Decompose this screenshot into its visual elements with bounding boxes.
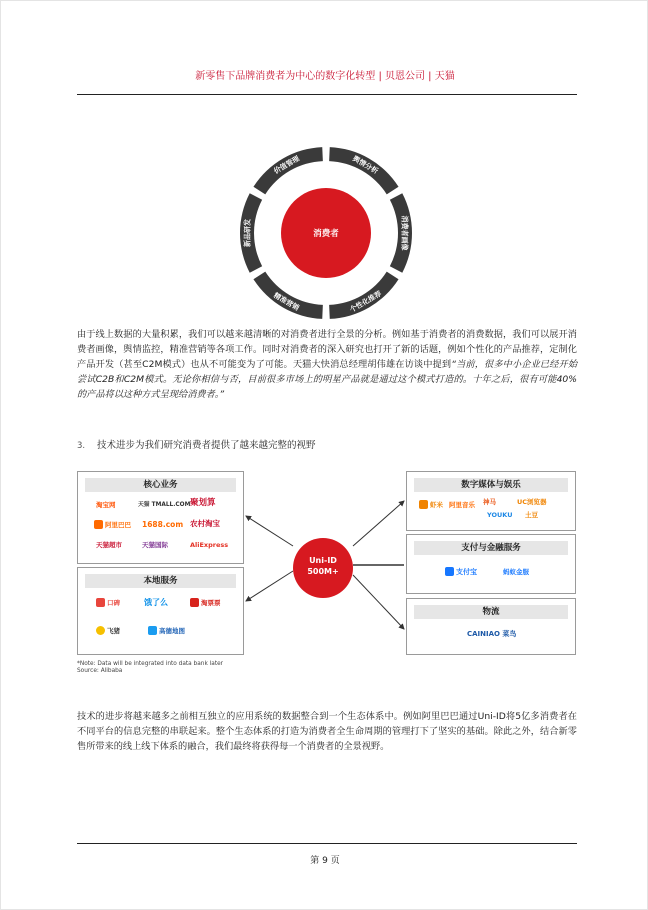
1688-logo: 1688.com	[142, 520, 184, 529]
taobao-logo: 淘宝网	[96, 501, 116, 509]
ring-segment-label: 精准营销	[272, 291, 301, 313]
taopiaopiao-logo	[190, 598, 221, 608]
header-rule	[77, 94, 577, 95]
subheading-text: 技术进步为我们研究消费者提供了越来越完整的视野	[97, 440, 316, 451]
box-title: 数字媒体与娱乐	[414, 478, 568, 492]
section-subheading	[77, 437, 316, 451]
xiami-icon	[419, 500, 428, 509]
local-services-box	[77, 567, 244, 655]
taopiaopiao-label: 淘票票	[201, 599, 221, 607]
note-text: *Note: Data will be integrated into data bank later	[77, 661, 224, 667]
amap-icon	[148, 626, 157, 635]
juhuasuan-logo: 聚划算	[190, 498, 216, 508]
xiami-label: 虾米	[430, 501, 443, 509]
hub-line1: Uni-ID	[309, 556, 337, 565]
ant-financial-logo: 蚂蚁金服	[503, 568, 529, 576]
eleme-logo: 饿了么	[144, 598, 168, 607]
ring-segment-label: 新品研发	[243, 219, 252, 247]
uc-browser-logo: UC浏览器	[517, 498, 547, 506]
ring-segment-label: 个性化推荐	[348, 289, 383, 315]
digital-media-box	[406, 471, 576, 531]
payment-finance-box	[406, 534, 576, 594]
running-header: 新零售下品牌消费者为中心的数字化转型 | 贝恩公司 | 天猫	[195, 71, 455, 82]
ring-segment	[329, 272, 398, 319]
figure-note	[77, 661, 223, 675]
core-business-box	[77, 471, 244, 564]
alipay-label: 支付宝	[456, 568, 477, 576]
uni-id-hub	[293, 538, 353, 598]
consumer-ring-diagram	[231, 146, 421, 326]
source-text: Source: Alibaba	[77, 668, 123, 674]
ring-segment	[253, 147, 322, 194]
shenma-logo: 神马	[483, 498, 496, 506]
ring-segment-label: 价值管理	[272, 154, 301, 176]
footer-rule	[77, 843, 577, 844]
aliexpress-logo: AliExpress	[190, 541, 229, 549]
tmall-logo: 天猫 TMALL.COM	[138, 502, 191, 508]
interview-quote: “当前，很多中小企业已经开始尝试C2B和C2M模式。无论你相信与否，目前很多市场上的明星产品就是通过这个模式打造的。十年之后，很有可能40%的产品将以这种方式呈现给消费者。”	[77, 359, 578, 400]
box-title: 核心业务	[85, 478, 236, 492]
tudou-logo: 土豆	[525, 511, 538, 519]
page-number: 第 9 页	[310, 856, 340, 866]
xiami-logo	[419, 500, 443, 510]
paragraph-ecosystem: 技术的进步将越来越多之前相互独立的应用系统的数据整合到一个生态体系中。例如阿里巴巴通过Uni-ID将5亿多消费者在不同平台的信息完整的串联起来。整个生态体系的打造为消费者全生命周期的管理打下了坚实的基础。除此之外，结合新零售所带来的线上线下体系的融合，我们最终将获得每一个消费者的全景视野。	[77, 711, 577, 752]
cainiao-logo: CAINIAO 菜鸟	[467, 630, 517, 638]
paragraph-consumer-analysis	[77, 327, 577, 402]
alibaba-logo	[94, 520, 131, 530]
koubei-logo	[96, 598, 120, 608]
koubei-label: 口碑	[107, 599, 120, 607]
ring-segment-label: 舆情分析	[351, 154, 380, 176]
amap-logo	[148, 626, 185, 636]
alibaba-icon	[94, 520, 103, 529]
tmall-supermarket-logo: 天猫超市	[96, 541, 122, 549]
rural-taobao-logo: 农村淘宝	[190, 519, 220, 528]
amap-label: 高德地图	[159, 627, 185, 635]
box-title: 物流	[414, 605, 568, 619]
alipay-logo	[445, 567, 477, 577]
box-title: 本地服务	[85, 574, 236, 588]
tmall-global-logo: 天猫国际	[142, 541, 168, 549]
hub-line2: 500M+	[307, 567, 339, 576]
youku-logo: YOUKU	[487, 511, 513, 519]
ring-segment-label: 消费者画像	[400, 215, 409, 251]
box-title: 支付与金融服务	[414, 541, 568, 555]
paragraph-text: 由于线上数据的大量积累，我们可以越来越清晰的对消费者进行全景的分析。例如基于消费者的消费数据，我们可以展开消费者画像，舆情监控，精准营销等各项工作。同时对消费者的深入研究也打开了新的话题，例如个性化的产品推荐，定制化产品开发（甚至C2M模式）也从不可能变为了可能。天猫大快消总经理胡伟雄在访谈中提到	[77, 329, 577, 370]
alibaba-label: 阿里巴巴	[105, 521, 131, 529]
fliggy-label: 飞猪	[107, 627, 120, 635]
logistics-box	[406, 598, 576, 655]
ali-music-logo: 阿里音乐	[449, 501, 475, 509]
fliggy-logo	[96, 626, 120, 636]
fliggy-icon	[96, 626, 105, 635]
alipay-icon	[445, 567, 454, 576]
center-label: 消费者	[313, 229, 339, 239]
ring-segment	[253, 272, 322, 319]
ring-segment	[329, 147, 398, 194]
koubei-icon	[96, 598, 105, 607]
subheading-number: 3.	[77, 441, 86, 451]
taopiaopiao-icon	[190, 598, 199, 607]
